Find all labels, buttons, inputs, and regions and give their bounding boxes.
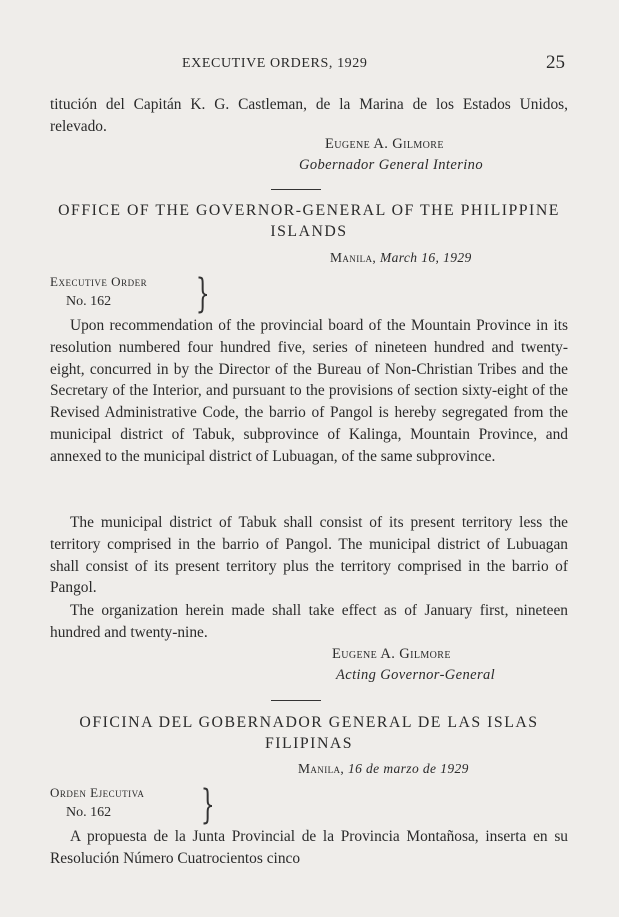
section-divider [271, 189, 321, 190]
running-head: EXECUTIVE ORDERS, 1929 [182, 56, 368, 71]
english-order-number: No. 162 [66, 294, 112, 309]
spanish-paragraph-1: A propuesta de la Junta Provincial de la Provincia Montañosa, inserta en su Resolución Número Cuatrocientos cinco [50, 828, 568, 867]
english-signature-title: Acting Governor-General [336, 667, 496, 683]
prev-signature-name: Eugene A. Gilmore [325, 136, 444, 152]
section-divider-2 [271, 700, 321, 701]
english-dateline [330, 250, 472, 266]
english-paragraph-3: The organization herein made shall take effect as of January first, nineteen hundred and twenty-nine. [50, 602, 568, 641]
spanish-office-heading: OFICINA DEL GOBERNADOR GENERAL DE LAS ISLAS FILIPINAS [79, 714, 539, 752]
english-date: March 16, 1929 [379, 250, 472, 265]
spanish-order-label: Orden Ejecutiva [50, 785, 145, 800]
english-order-brace-icon: } [195, 271, 210, 317]
spanish-dateline [298, 761, 469, 777]
english-paragraph-1: Upon recommendation of the provincial board of the Mountain Province in its resolution numbered four hundred five, series of nineteen hundred and twenty-eight, concurred in by the Director of the Bureau of Non-Christian Tribes and the Secretary of the Interior, and pursuant to the provisions of section sixty-eight of the Revised Administrative Code, the barrio of Pangol is hereby segregated from the municipal district of Tabuk, subprovince of Kalinga, Mountain Province, and annexed to the municipal district of Lubuagan, of the same subprovince. [50, 317, 568, 465]
english-office-heading: OFFICE OF THE GOVERNOR-GENERAL OF THE PHILIPPINE ISLANDS [58, 202, 560, 240]
spanish-order-number: No. 162 [66, 805, 112, 820]
prev-signature-title: Gobernador General Interino [299, 157, 483, 173]
spanish-date: 16 de marzo de 1929 [347, 761, 469, 776]
english-order-label: Executive Order [50, 274, 148, 289]
english-signature-name: Eugene A. Gilmore [332, 646, 451, 662]
english-paragraph-2: The municipal district of Tabuk shall consist of its present territory less the territory comprised in the barrio of Pangol. The municipal district of Lubuagan shall consist of its present territory plus the territory comprised in the barrio of Pangol. [50, 514, 568, 597]
page-header [0, 52, 619, 78]
prev-order-text: titución del Capitán K. G. Castleman, de la Marina de los Estados Unidos, relevado. [50, 96, 568, 135]
page-number: 25 [546, 52, 565, 73]
spanish-place: Manila, [298, 761, 345, 776]
spanish-order-brace-icon: } [200, 782, 215, 828]
english-place: Manila, [330, 250, 377, 265]
